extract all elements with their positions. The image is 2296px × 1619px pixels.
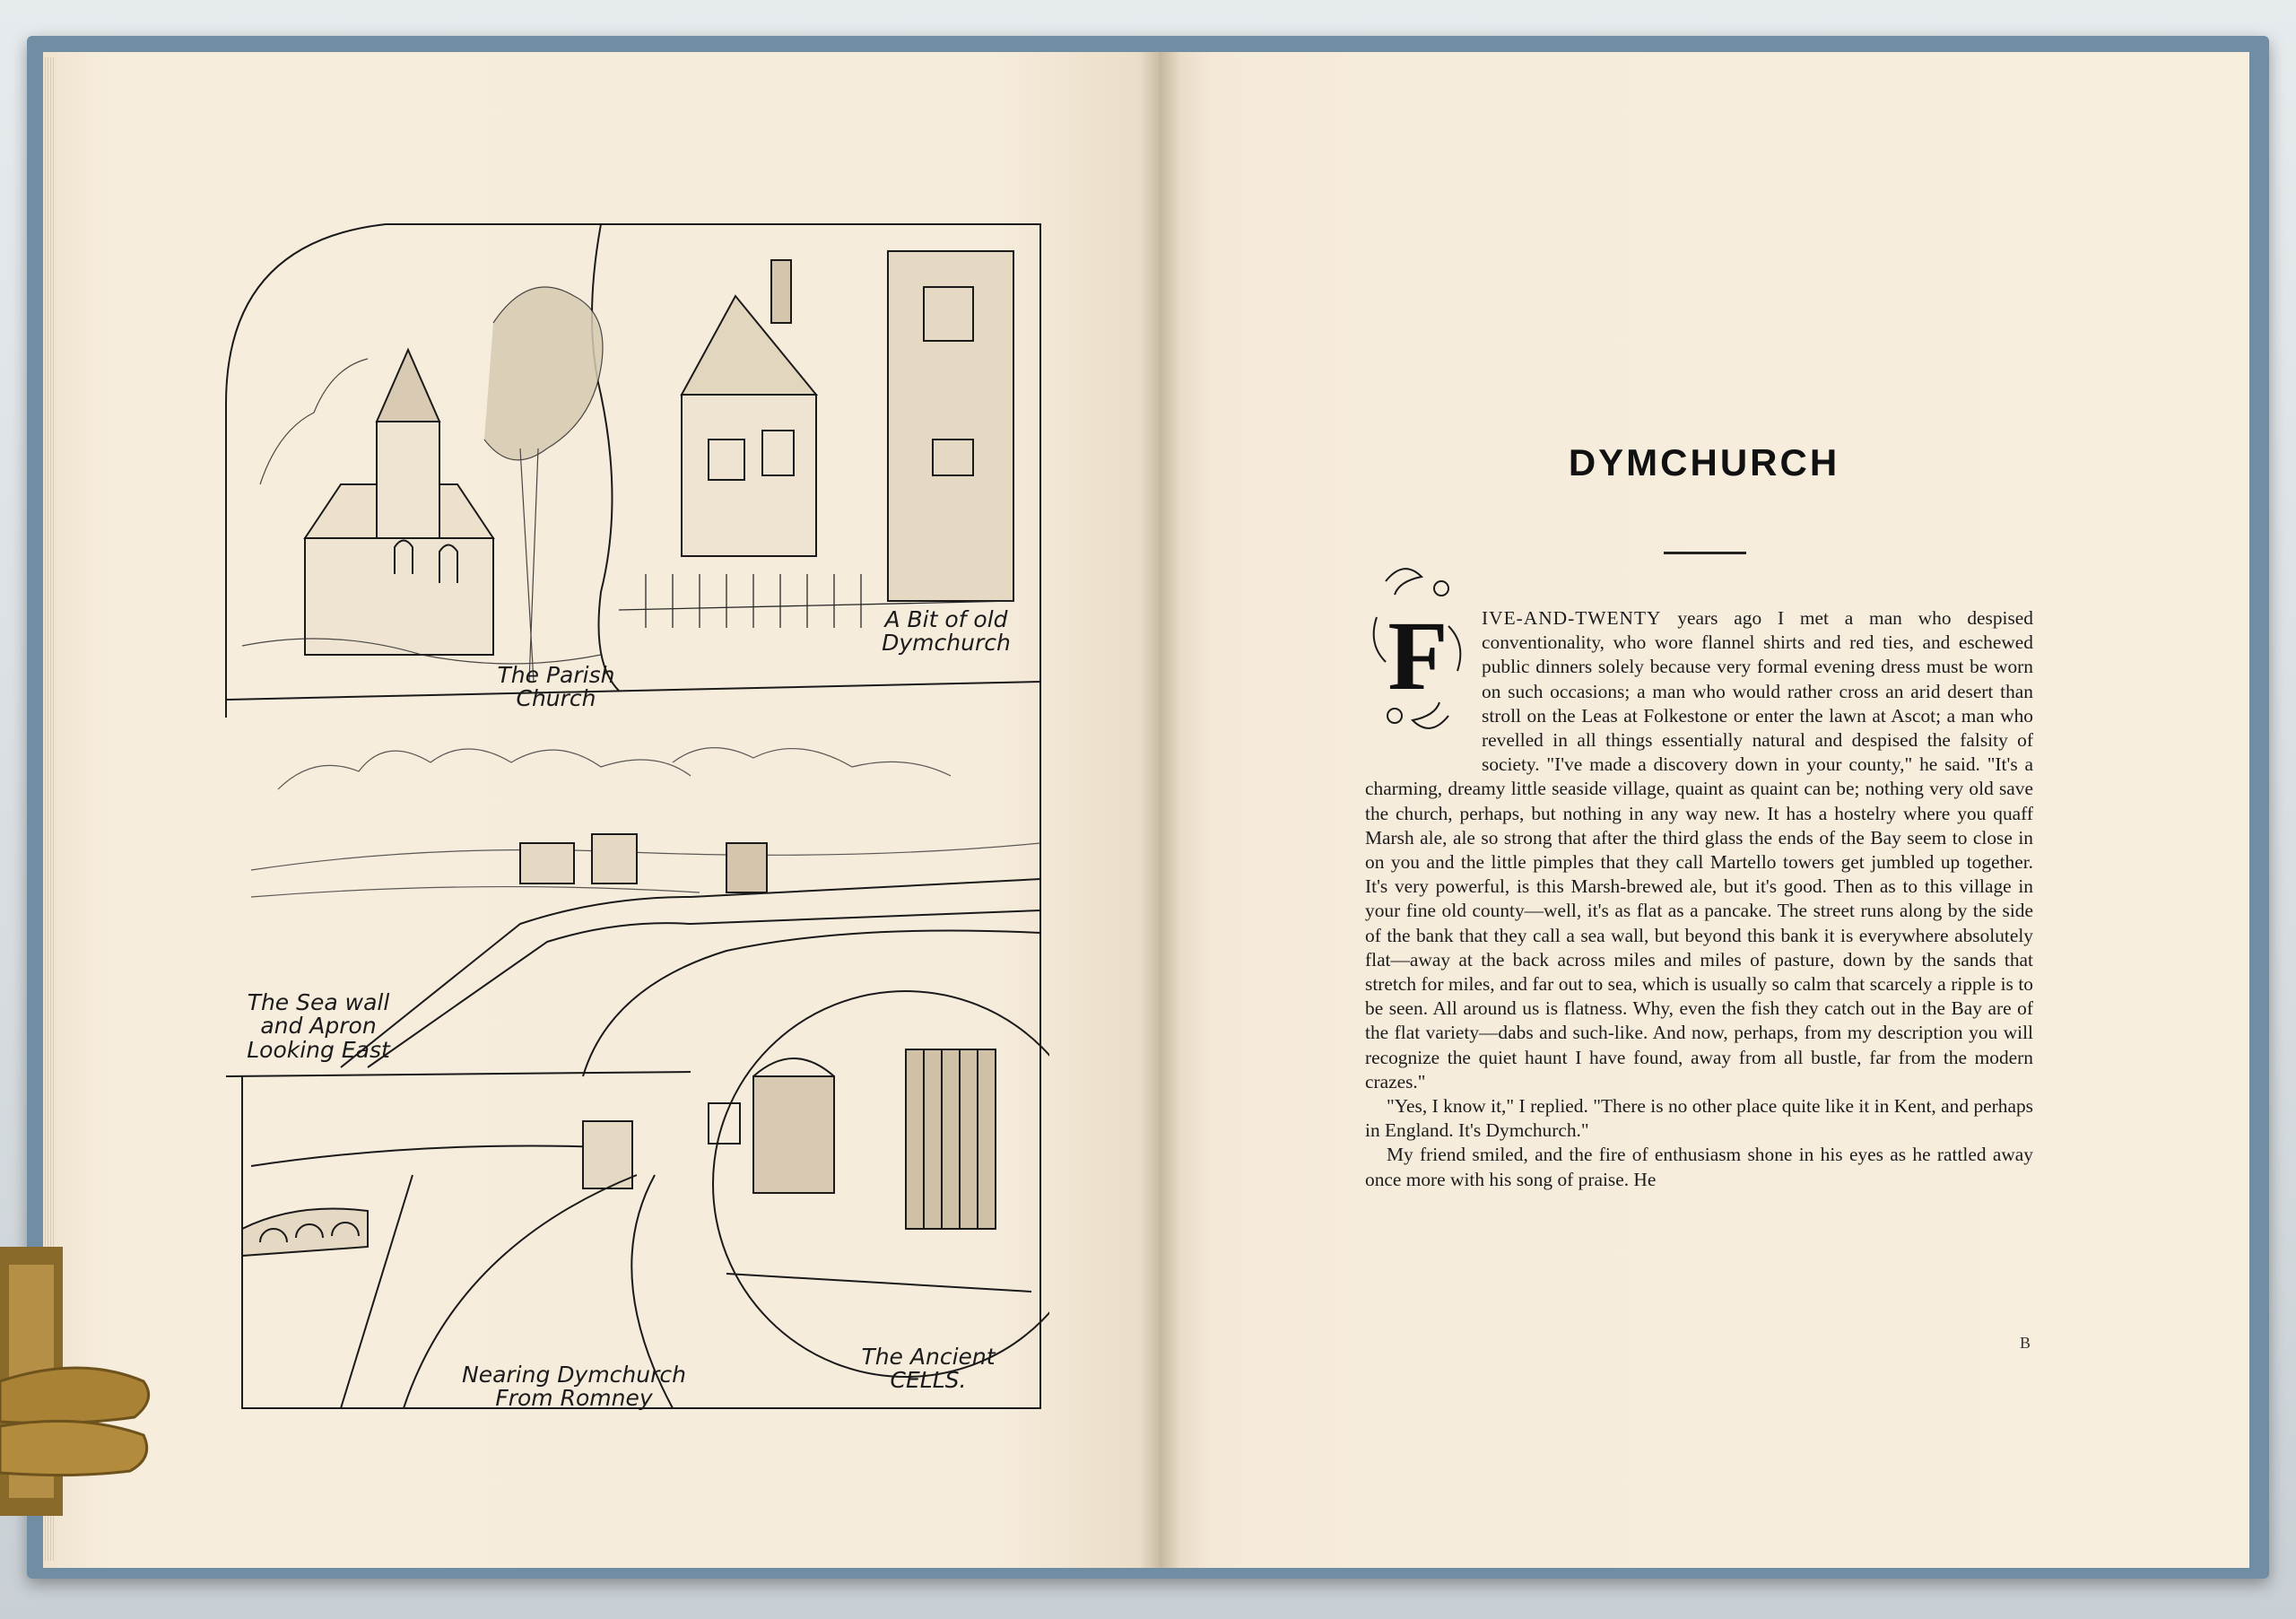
book-gutter [1139, 52, 1180, 1568]
caption-nearing-dymchurch: Nearing Dymchurch From Romney [462, 1362, 686, 1412]
caption-sea-wall: The Sea wall and Apron Looking East [247, 989, 390, 1063]
lead-in: IVE-AND-TWENTY [1482, 607, 1662, 629]
paragraph-3: My friend smiled, and the fire of enthusiasm shone in his eyes as he rattled away once more with his song of praise. He [1365, 1144, 2033, 1190]
paragraph-1-text: years ago I met a man who despised conventionality, who wore flannel shirts and red ties, and eschewed public dinners solely because very formal evening dress must be worn on such occasions; a man who would rather cross an arid desert than stroll on the Leas at Folkestone or enter the lawn at Ascot; a man who revelled in all things essentially natural and despised the falsity of society. "I've made a discovery down in your county," he said. "It's a charming, dreamy little seaside village, quaint as quaint can be; nothing very old save the church, perhaps, but nothing in any way new. It has a hostelry where you quaff Marsh ale, ale so strong that after the third glass the ends of the Bay seem to close in on you and the little pimples that they call Martello towers get jumbled up together. It's very powerful, is this Marsh-brewed ale, but it's good. Then as to this village in your fine old county—well, it's as flat as a pancake. The street runs along by the side of the bank that they call a sea wall, but beyond this bank it is everywhere absolutely flat—away at the back across miles and miles of pasture, down by the sands that stretch for miles, and far out to sea, which is usually so calm that scarcely a ripple is to be seen. All around us is flatness. Why, even the fish they catch out in the Bay are of the flat variety—dabs and such-like. And now, perhaps, from my description you will recognize the quiet haunt I have found, away from all bustle, far from the modern crazes." [1365, 607, 2033, 1092]
caption-parish-church: The Parish Church [497, 662, 615, 712]
chapter-body [1365, 606, 2033, 1192]
drop-cap-letter: F [1387, 601, 1448, 710]
paragraph-2: "Yes, I know it," I replied. "There is no other place quite like it in Kent, and perhaps in England. It's Dymchurch." [1365, 1095, 2033, 1142]
engraving [224, 215, 1049, 1426]
brass-clip [0, 1247, 152, 1516]
caption-ancient-cells: The Ancient CELLS. [861, 1344, 996, 1394]
signature-mark: B [2020, 1334, 2031, 1352]
paragraph-1 [1365, 606, 2033, 1094]
illustration-plate [224, 215, 1049, 1426]
title-rule [1664, 552, 1746, 554]
chapter-title: DYMCHURCH [1568, 441, 1840, 483]
caption-old-dymchurch: A Bit of old Dymchurch [882, 606, 1011, 657]
drop-cap-space [1365, 606, 1482, 754]
